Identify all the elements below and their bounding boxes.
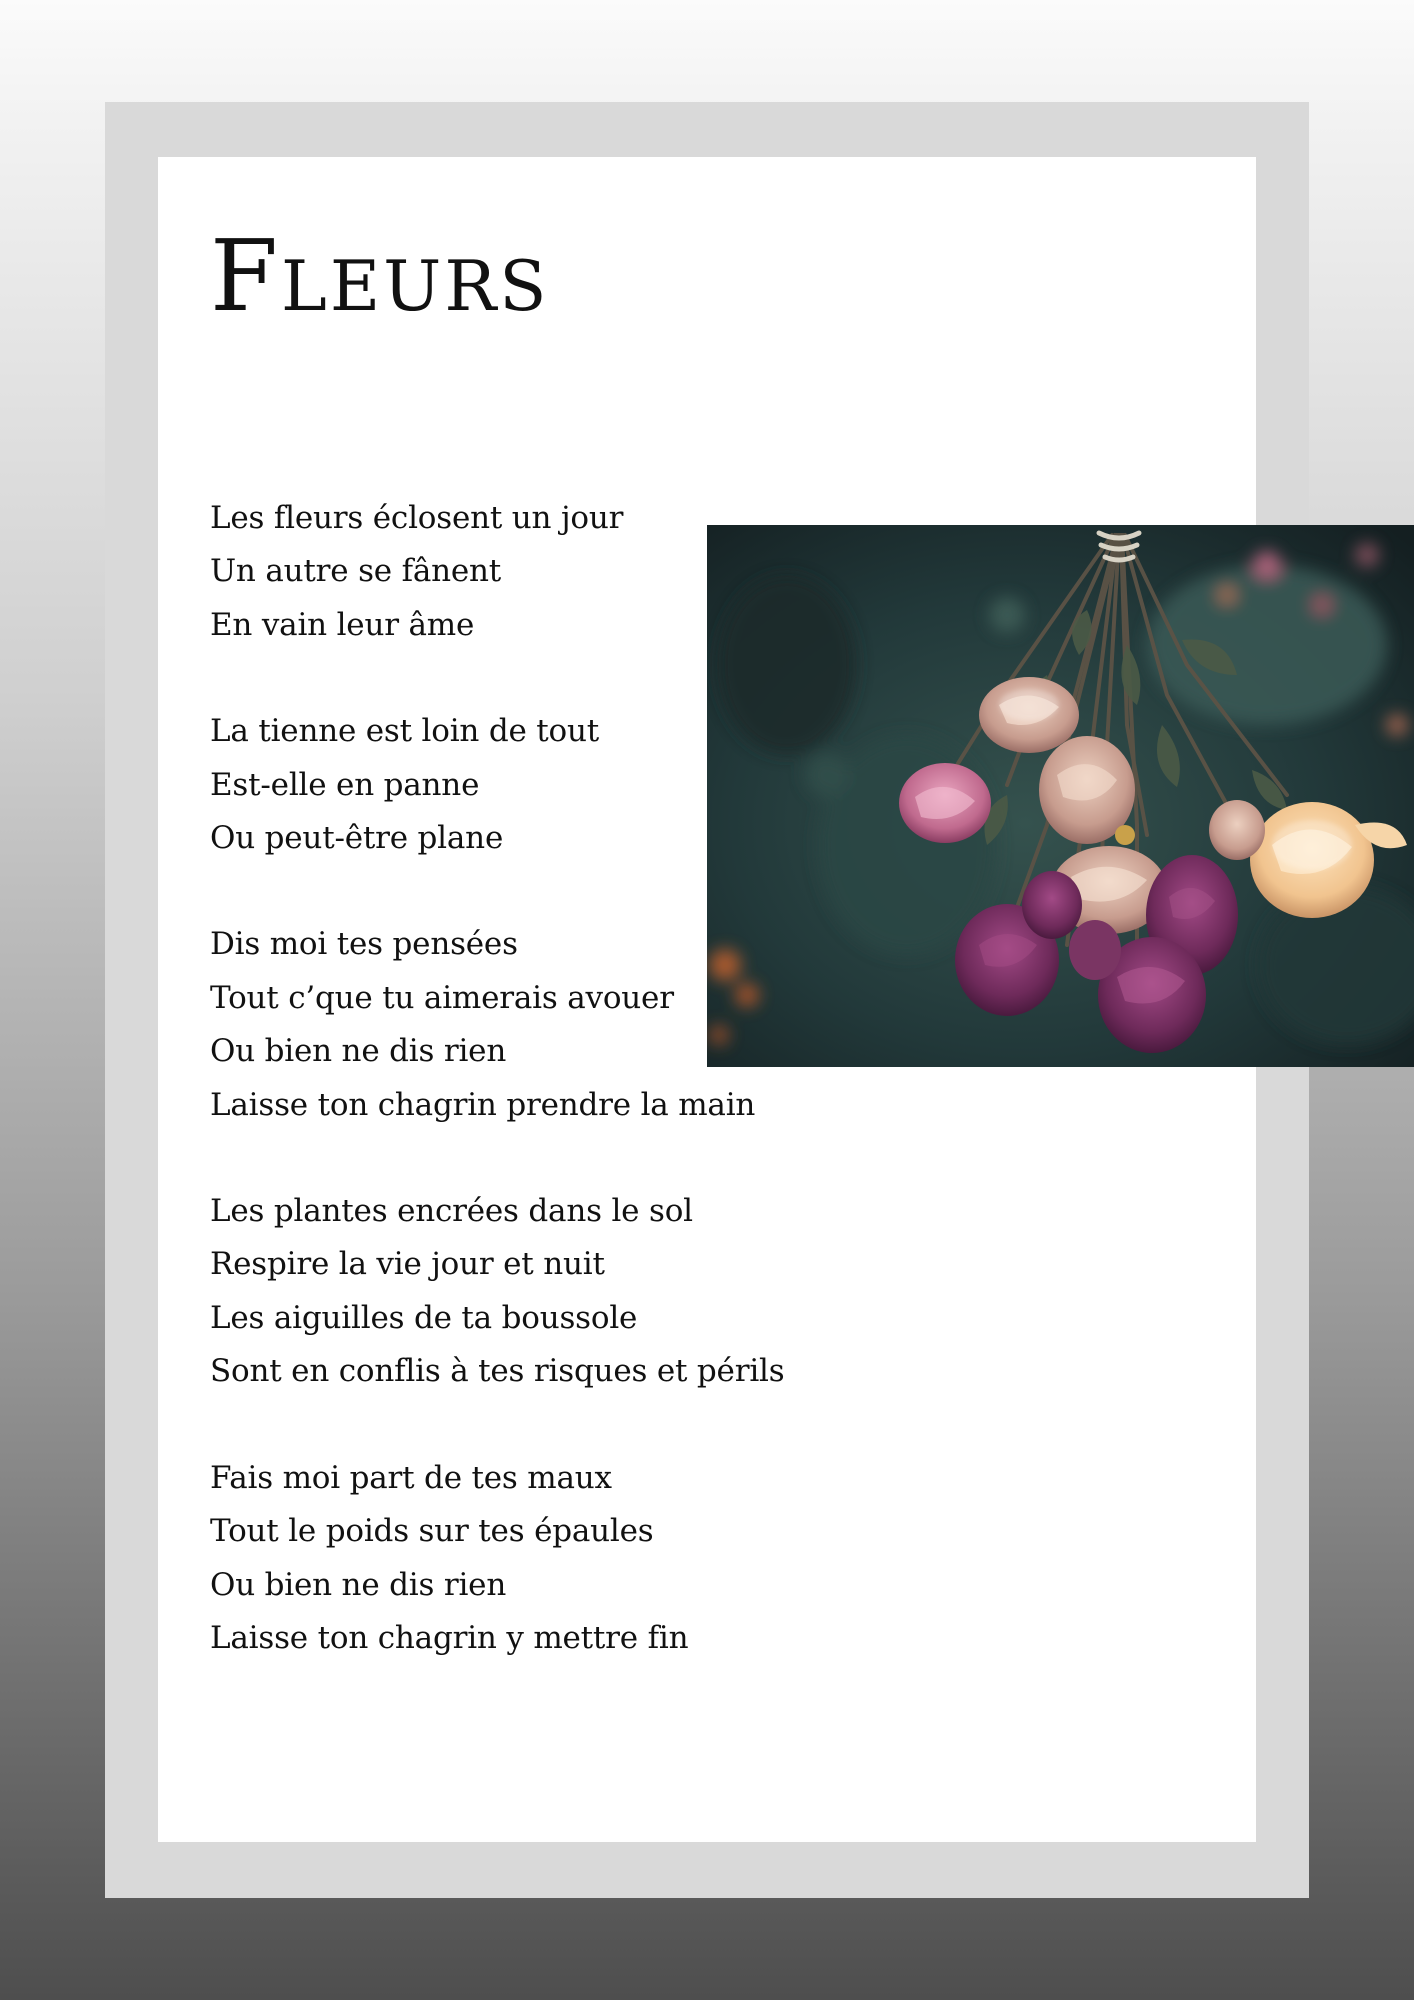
stanza-4 <box>210 1185 810 1399</box>
poem-line: Laisse ton chagrin y mettre fin <box>210 1619 689 1656</box>
poem-line: Sont en conflis à tes risques et périls <box>210 1353 785 1390</box>
poem-line: Fais moi part de tes maux <box>210 1459 612 1496</box>
poem-line: Ou bien ne dis rien <box>210 1033 507 1070</box>
poem-line: Ou bien ne dis rien <box>210 1566 507 1603</box>
stanza-5 <box>210 1452 810 1666</box>
poem-line: Dis moi tes pensées <box>210 926 518 963</box>
poem-line: Un autre se fânent <box>210 553 502 590</box>
poem-line: Ou peut-être plane <box>210 820 504 857</box>
poem-line: Les aiguilles de ta boussole <box>210 1299 638 1336</box>
poem-title: Fleurs <box>210 220 550 334</box>
poem-line: Les plantes encrées dans le sol <box>210 1193 693 1230</box>
dried-roses-illustration <box>707 525 1414 1067</box>
poem-line: En vain leur âme <box>210 606 475 643</box>
poem-line: Les fleurs éclosent un jour <box>210 500 624 536</box>
dried-roses-photo <box>707 525 1414 1067</box>
poem-line: La tienne est loin de tout <box>210 713 600 750</box>
poem-line: Respire la vie jour et nuit <box>210 1246 605 1283</box>
poem-line: Laisse ton chagrin prendre la main <box>210 1086 756 1123</box>
poem-line: Est-elle en panne <box>210 766 480 803</box>
poem-line: Tout le poids sur tes épaules <box>210 1513 654 1550</box>
poem-line: Tout c’que tu aimerais avouer <box>210 979 674 1016</box>
